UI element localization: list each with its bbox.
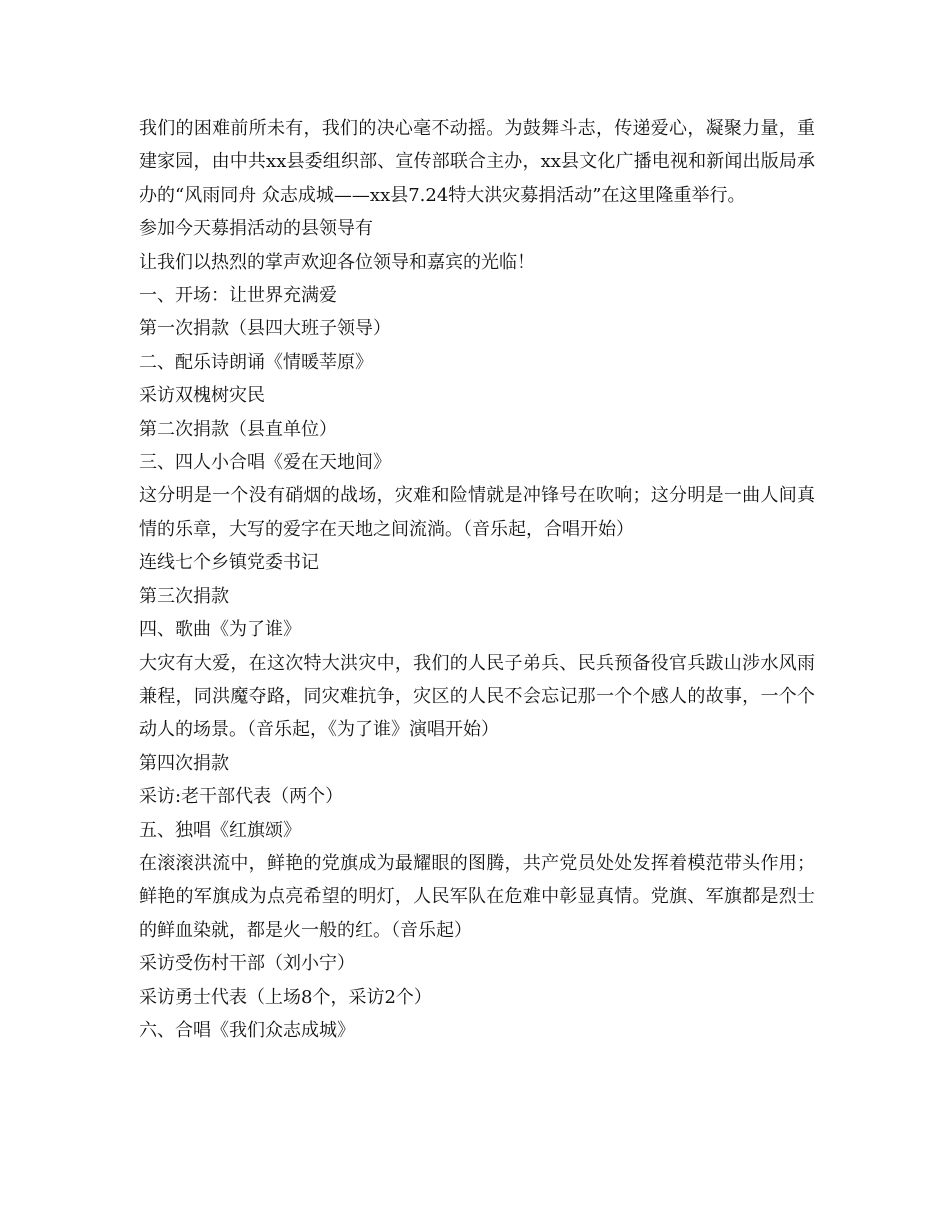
- donation-1: 第一次捐款（县四大班子领导）: [139, 318, 391, 340]
- interview-3: 采访受伤村干部（刘小宁）: [139, 953, 355, 975]
- donation-3: 第三次捐款: [139, 585, 229, 607]
- live-link: 连线七个乡镇党委书记: [139, 552, 319, 574]
- program-item-6: 六、合唱《我们众志成城》: [139, 1019, 355, 1041]
- donation-2: 第二次捐款（县直单位）: [139, 418, 337, 440]
- narration-3: 这分明是一个没有硝烟的战场，灾难和险情就是冲锋号在吹响；这分明是一曲人间真情的乐章，大写的爱字在天地之间流淌。（音乐起，合唱开始）: [139, 485, 815, 540]
- paragraph-intro: 我们的困难前所未有，我们的决心毫不动摇。为鼓舞斗志，传递爱心，凝聚力量，重建家园，由中共xx县委组织部、宣传部联合主办，xx县文化广播电视和新闻出版局承办的“风雨同舟 众志成城——xx县7.24特大洪灾募捐活动”在这里隆重举行。: [139, 118, 815, 206]
- interview-4: 采访勇士代表（上场8个，采访2个）: [139, 986, 432, 1008]
- program-item-3: 三、四人小合唱《爱在天地间》: [139, 452, 391, 474]
- program-item-4: 四、歌曲《为了谁》: [139, 619, 301, 641]
- narration-4: 大灾有大爱，在这次特大洪灾中，我们的人民子弟兵、民兵预备役官兵跋山涉水风雨兼程，同洪魔夺路，同灾难抗争，灾区的人民不会忘记那一个个感人的故事，一个个动人的场景。（音乐起，《为了谁》演唱开始）: [139, 652, 815, 741]
- paragraph-welcome: 让我们以热烈的掌声欢迎各位领导和嘉宾的光临！: [139, 251, 535, 273]
- paragraph-leaders: 参加今天募捐活动的县领导有: [139, 218, 373, 240]
- donation-4: 第四次捐款: [139, 752, 229, 774]
- program-item-2: 二、配乐诗朗诵《情暖莘原》: [139, 351, 373, 373]
- document-body: [139, 112, 815, 1047]
- program-item-5: 五、独唱《红旗颂》: [139, 819, 301, 841]
- interview-2: 采访:老干部代表（两个）: [139, 786, 344, 808]
- narration-5: 在滚滚洪流中，鲜艳的党旗成为最耀眼的图腾，共产党员处处发挥着模范带头作用；鲜艳的军旗成为点亮希望的明灯，人民军队在危难中彰显真情。党旗、军旗都是烈士的鲜血染就，都是火一般的红。（音乐起）: [139, 852, 815, 941]
- interview-1: 采访双槐树灾民: [139, 385, 265, 407]
- program-item-1: 一、开场：让世界充满爱: [139, 285, 337, 307]
